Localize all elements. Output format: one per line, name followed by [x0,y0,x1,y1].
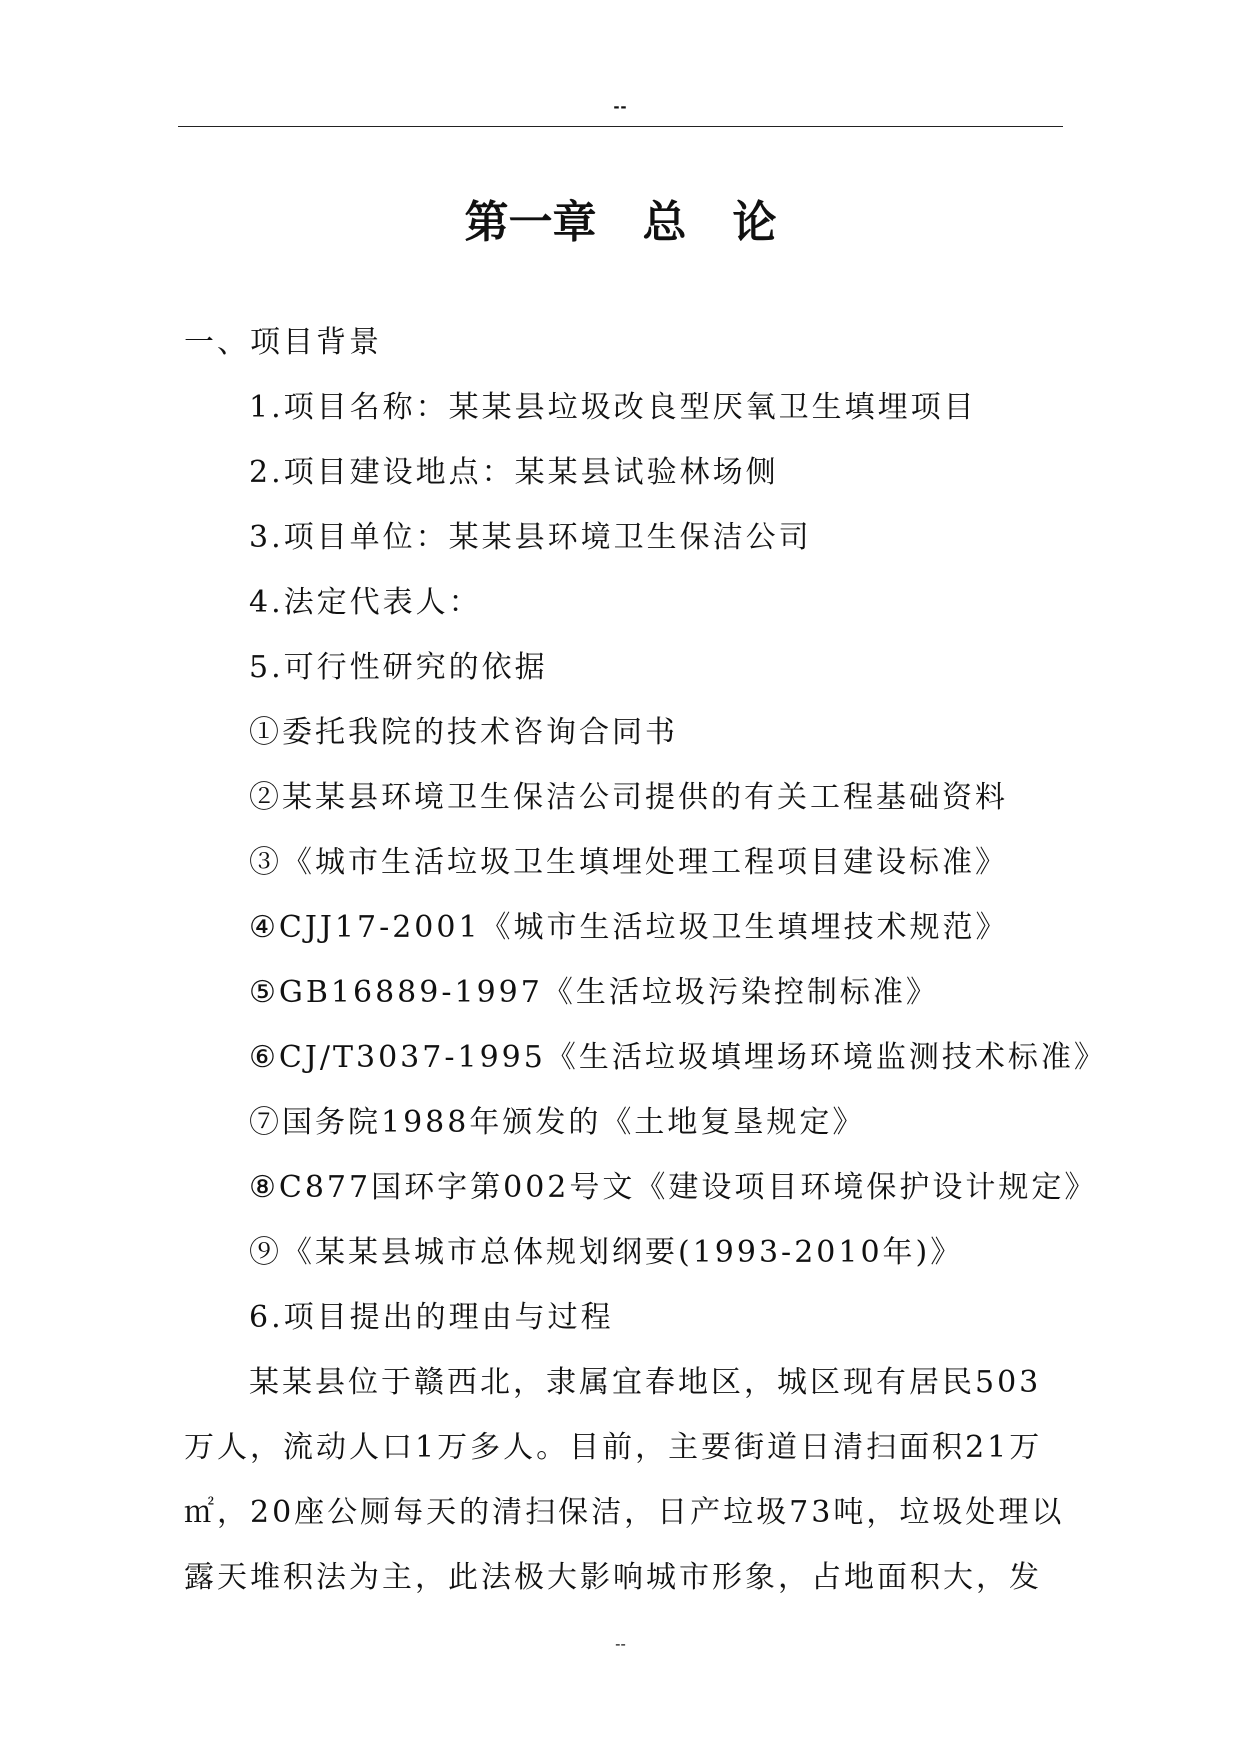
basis-item-9: ⑨《某某县城市总体规划纲要(1993-2010年)》 [249,1235,964,1270]
list-item-legal-representative: 4.法定代表人： [249,585,482,620]
chapter-title: 第一章 总 论 [464,197,777,248]
list-item-project-name: 1.项目名称：某某县垃圾改良型厌氧卫生填埋项目 [249,390,977,425]
section-heading: 一、项目背景 [184,325,382,360]
paragraph-line-1: 某某县位于赣西北，隶属宜春地区，城区现有居民503 [249,1365,1042,1400]
paragraph-line-3: ㎡，20座公厕每天的清扫保洁，日产垃圾73吨，垃圾处理以 [184,1495,1065,1530]
paragraph-line-2: 万人，流动人口1万多人。目前，主要街道日清扫面积21万 [184,1430,1043,1465]
basis-item-6: ⑥CJ/T3037-1995《生活垃圾填埋场环境监测技术标准》 [249,1040,1107,1075]
header-rule [178,126,1063,127]
basis-item-1: ①委托我院的技术咨询合同书 [249,715,678,750]
paragraph-line-4: 露天堆积法为主，此法极大影响城市形象，占地面积大，发 [184,1560,1042,1595]
list-item-project-unit: 3.项目单位：某某县环境卫生保洁公司 [249,520,812,555]
basis-item-3: ③《城市生活垃圾卫生填埋处理工程项目建设标准》 [249,845,1008,880]
basis-item-4: ④CJJ17-2001《城市生活垃圾卫生填埋技术规范》 [249,910,1009,945]
list-item-project-location: 2.项目建设地点：某某县试验林场侧 [249,455,779,490]
basis-item-2: ②某某县环境卫生保洁公司提供的有关工程基础资料 [249,780,1008,815]
basis-item-7: ⑦国务院1988年颁发的《土地复垦规定》 [249,1105,866,1140]
basis-item-5: ⑤GB16889-1997《生活垃圾污染控制标准》 [249,975,939,1010]
page-header-mark: -- [613,96,628,116]
list-item-feasibility-basis: 5.可行性研究的依据 [249,650,548,685]
basis-item-8: ⑧C877国环字第002号文《建设项目环境保护设计规定》 [249,1170,1098,1205]
page-footer-mark: -- [615,1636,626,1653]
list-item-reasons-process: 6.项目提出的理由与过程 [249,1300,614,1335]
document-body [184,310,1107,1610]
